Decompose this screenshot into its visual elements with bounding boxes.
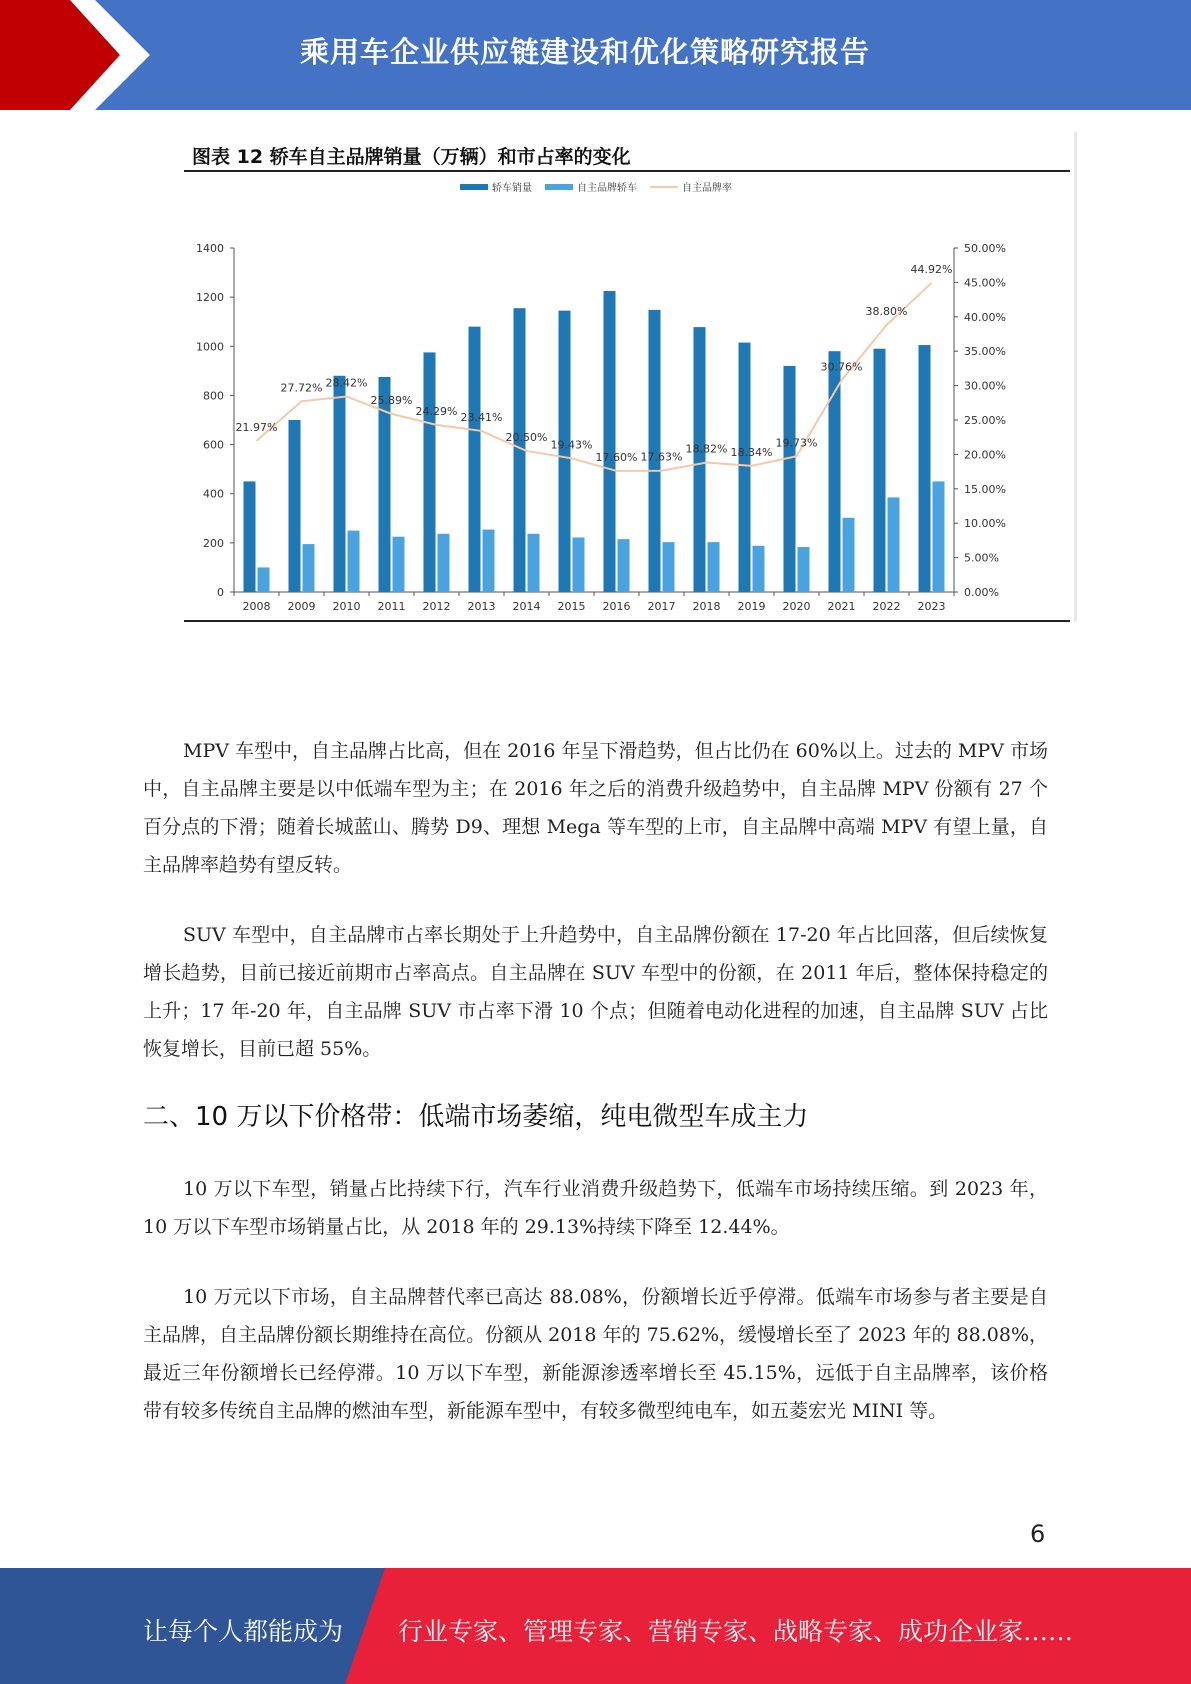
left-tick-label: 0 xyxy=(217,586,224,599)
bar-domestic-sedan xyxy=(438,534,450,592)
page-header xyxy=(0,0,1191,110)
bar-domestic-sedan xyxy=(393,537,405,592)
bar-domestic-sedan xyxy=(843,518,855,592)
left-tick-label: 400 xyxy=(203,487,224,501)
bar-sedan-sales xyxy=(874,349,886,592)
bar-sedan-sales xyxy=(784,366,796,592)
chart-figure xyxy=(180,132,1076,622)
paragraph-suv: SUV 车型中，自主品牌市占率长期处于上升趋势中，自主品牌份额在 17-20 年占比回落，但后续恢复增长趋势，目前已接近前期市占率高点。自主品牌在 SUV 车型中的份额，在 2011 年后，整体保持稳定的上升；17 年-20 年，自主品牌 SUV 市占率下滑 10 个点；但随着电动化进程的加速，自主品牌 SUV 占比恢复增长，目前已超 55%。 xyxy=(143,924,1048,1060)
x-tick-label: 2018 xyxy=(692,600,721,613)
x-tick-label: 2008 xyxy=(242,600,271,613)
share-data-label: 21.97% xyxy=(235,420,278,434)
section-heading: 二、10 万以下价格带：低端市场萎缩，纯电微型车成主力 xyxy=(143,1102,809,1132)
right-tick-label: 15.00% xyxy=(964,482,1006,496)
x-tick-label: 2020 xyxy=(782,600,811,613)
share-data-label: 44.92% xyxy=(910,262,953,276)
right-tick-label: 0.00% xyxy=(964,586,999,599)
page-footer xyxy=(0,1568,1191,1684)
bar-domestic-sedan xyxy=(753,546,765,592)
header-arrow-decoration xyxy=(0,0,160,110)
x-tick-label: 2017 xyxy=(647,600,676,613)
share-data-label: 19.43% xyxy=(550,438,593,452)
bar-sedan-sales xyxy=(469,327,481,592)
share-data-label: 28.42% xyxy=(325,376,368,390)
x-tick-label: 2013 xyxy=(467,600,496,613)
footer-slogan-left: 让每个人都能成为 xyxy=(143,1617,344,1646)
left-tick-label: 1000 xyxy=(196,340,224,354)
legend-swatch-sedan-sales xyxy=(460,184,488,190)
sales-share-chart xyxy=(180,176,1070,616)
right-tick-label: 50.00% xyxy=(964,242,1006,255)
bar-domestic-sedan xyxy=(933,481,945,592)
legend-label: 自主品牌轿车 xyxy=(577,183,637,194)
left-tick-label: 800 xyxy=(203,389,224,403)
bar-sedan-sales xyxy=(829,351,841,592)
bar-sedan-sales xyxy=(604,291,616,592)
bar-domestic-sedan xyxy=(258,567,270,592)
figure-title: 图表 12 轿车自主品牌销量（万辆）和市占率的变化 xyxy=(192,146,631,168)
right-tick-label: 25.00% xyxy=(964,414,1006,427)
bar-sedan-sales xyxy=(424,352,436,592)
left-tick-label: 600 xyxy=(203,438,224,452)
share-data-label: 18.34% xyxy=(730,445,773,459)
figure-bottom-rule xyxy=(184,620,1070,622)
legend-swatch-domestic-sedan xyxy=(545,184,573,190)
right-tick-label: 30.00% xyxy=(964,379,1006,393)
x-tick-label: 2012 xyxy=(422,600,451,613)
bar-domestic-sedan xyxy=(483,530,495,592)
x-tick-label: 2021 xyxy=(827,600,856,613)
paragraph-under-100k-market: 10 万元以下市场，自主品牌替代率已高达 88.08%，份额增长近乎停滞。低端车市场参与者主要是自主品牌，自主品牌份额长期维持在高位。份额从 2018 年的 75.62%，缓慢增长至了 2023 年的 88.08%，最近三年份额增长已经停滞。10 万以下车型，新能源渗透率增长至 45.15%，远低于自主品牌率，该价格带有较多传统自主品牌的燃油车型，新能源车型中，有较多微型纯电车，如五菱宏光 MINI 等。 xyxy=(143,1286,1048,1422)
footer-slogan-right: 行业专家、管理专家、营销专家、战略专家、成功企业家…… xyxy=(398,1617,1074,1646)
bar-domestic-sedan xyxy=(663,542,675,592)
x-tick-label: 2010 xyxy=(332,600,361,613)
legend-label: 自主品牌率 xyxy=(682,183,732,194)
x-tick-label: 2023 xyxy=(917,600,946,613)
page-number: 6 xyxy=(1030,1520,1046,1548)
share-data-label: 38.80% xyxy=(865,305,908,319)
right-tick-label: 20.00% xyxy=(964,448,1006,462)
bar-domestic-sedan xyxy=(303,544,315,592)
x-tick-label: 2009 xyxy=(287,600,316,613)
bar-sedan-sales xyxy=(694,327,706,592)
share-data-label: 17.60% xyxy=(595,450,638,464)
right-tick-label: 45.00% xyxy=(964,276,1006,290)
x-tick-label: 2011 xyxy=(377,600,406,613)
left-tick-label: 1200 xyxy=(196,291,224,305)
share-data-label: 27.72% xyxy=(280,381,323,395)
x-tick-label: 2015 xyxy=(557,600,586,613)
figure-shadow xyxy=(1074,132,1077,622)
right-tick-label: 35.00% xyxy=(964,345,1006,359)
share-data-label: 25.89% xyxy=(370,393,413,407)
left-tick-label: 1400 xyxy=(196,242,224,255)
bar-sedan-sales xyxy=(289,420,301,592)
bar-domestic-sedan xyxy=(888,497,900,592)
bar-sedan-sales xyxy=(244,481,256,592)
share-data-label: 24.29% xyxy=(415,404,458,418)
bar-sedan-sales xyxy=(334,376,346,592)
right-tick-label: 10.00% xyxy=(964,517,1006,531)
share-data-label: 30.76% xyxy=(820,360,863,374)
left-tick-label: 200 xyxy=(203,536,224,550)
share-data-label: 19.73% xyxy=(775,436,818,450)
bar-domestic-sedan xyxy=(528,534,540,592)
right-tick-label: 5.00% xyxy=(964,551,999,565)
bar-domestic-sedan xyxy=(708,542,720,592)
bar-sedan-sales xyxy=(919,345,931,592)
share-data-label: 23.41% xyxy=(460,410,503,424)
bar-domestic-sedan xyxy=(573,537,585,592)
bar-domestic-sedan xyxy=(618,539,630,592)
x-tick-label: 2016 xyxy=(602,600,631,613)
x-tick-label: 2022 xyxy=(872,600,901,613)
figure-top-rule xyxy=(184,170,1070,172)
x-tick-label: 2014 xyxy=(512,600,541,613)
share-data-label: 17.63% xyxy=(640,450,683,464)
bar-domestic-sedan xyxy=(798,547,810,592)
legend-label: 轿车销量 xyxy=(492,183,532,194)
right-tick-label: 40.00% xyxy=(964,310,1006,324)
bar-sedan-sales xyxy=(559,311,571,592)
bar-sedan-sales xyxy=(739,343,751,592)
header-title: 乘用车企业供应链建设和优化策略研究报告 xyxy=(300,35,871,69)
paragraph-under-100k: 10 万以下车型，销量占比持续下行，汽车行业消费升级趋势下，低端车市场持续压缩。到 2023 年，10 万以下车型市场销量占比，从 2018 年的 29.13%持续下降至 12.44%。 xyxy=(143,1178,1048,1238)
paragraph-mpv: MPV 车型中，自主品牌占比高，但在 2016 年呈下滑趋势，但占比仍在 60%以上。过去的 MPV 市场中，自主品牌主要是以中低端车型为主；在 2016 年之后的消费升级趋势中，自主品牌 MPV 份额有 27 个百分点的下滑；随着长城蓝山、腾势 D9、理想 Mega 等车型的上市，自主品牌中高端 MPV 有望上量，自主品牌率趋势有望反转。 xyxy=(143,740,1048,876)
share-data-label: 18.82% xyxy=(685,442,728,456)
share-data-label: 20.50% xyxy=(505,430,548,444)
bar-domestic-sedan xyxy=(348,531,360,592)
x-tick-label: 2019 xyxy=(737,600,766,613)
